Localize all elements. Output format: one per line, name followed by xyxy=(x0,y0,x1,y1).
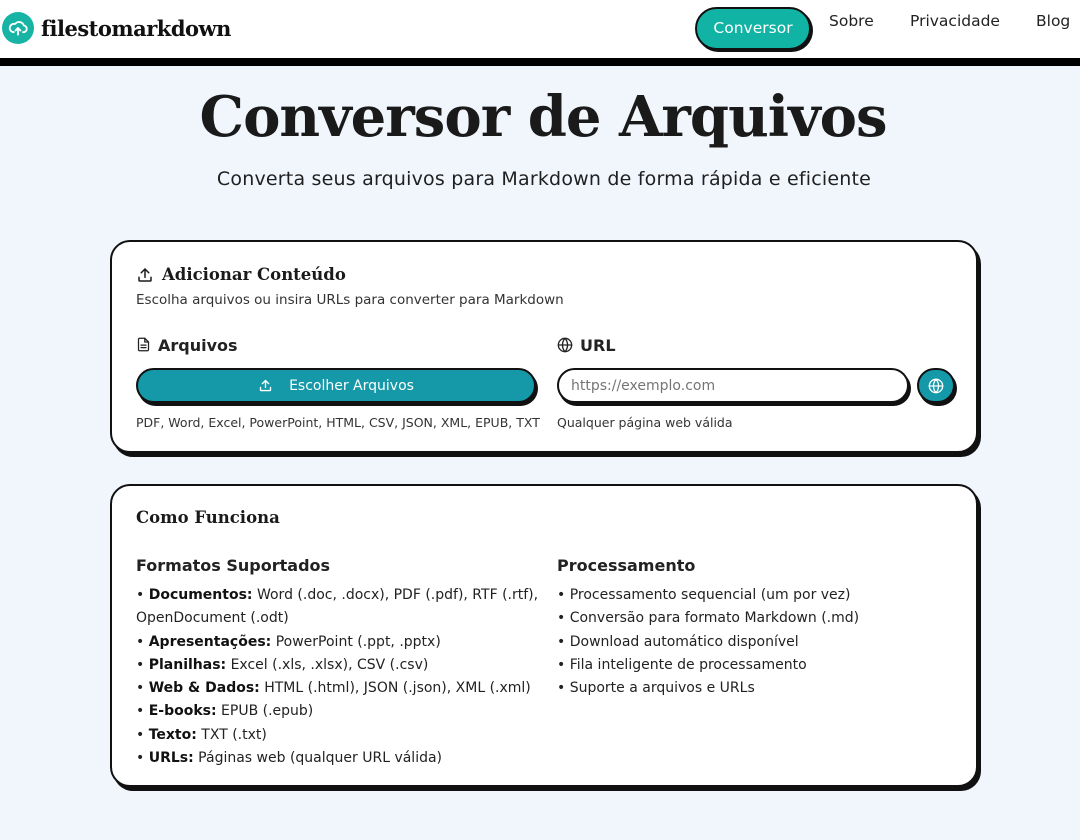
list-item: • E-books: EPUB (.epub) xyxy=(136,703,314,720)
url-hint: Qualquer página web válida xyxy=(557,415,733,430)
add-url-button[interactable] xyxy=(917,368,955,403)
list-item: • Documentos: Word (.doc, .docx), PDF (.pdf), RTF (.rtf), OpenDocument (.odt) xyxy=(136,587,539,627)
choose-files-button[interactable] xyxy=(136,368,536,403)
files-label: Arquivos xyxy=(158,336,238,355)
files-hint: PDF, Word, Excel, PowerPoint, HTML, CSV, JSON, XML, EPUB, TXT xyxy=(136,415,540,430)
globe-icon xyxy=(557,337,573,357)
list-item: • Apresentações: PowerPoint (.ppt, .pptx) xyxy=(136,633,441,650)
upload-icon xyxy=(136,266,154,288)
processing-list xyxy=(557,584,957,700)
main-nav xyxy=(695,6,811,50)
nav-conversor[interactable]: Conversor xyxy=(695,7,811,50)
url-label: URL xyxy=(580,336,616,355)
nav-privacidade[interactable]: Privacidade xyxy=(910,12,1000,30)
brand-name: filestomarkdown xyxy=(41,15,231,41)
header-divider xyxy=(0,58,1080,66)
processing-heading: Processamento xyxy=(557,556,696,575)
page-subtitle: Converta seus arquivos para Markdown de forma rápida e eficiente xyxy=(216,168,872,190)
list-item: • Texto: TXT (.txt) xyxy=(136,726,267,743)
nav-sobre[interactable]: Sobre xyxy=(829,12,874,30)
top-navbar xyxy=(0,0,1080,58)
add-content-card xyxy=(110,240,978,453)
add-content-description: Escolha arquivos ou insira URLs para converter para Markdown xyxy=(136,292,564,308)
list-item: • Processamento sequencial (um por vez) xyxy=(557,587,851,603)
list-item: • URLs: Páginas web (qualquer URL válida) xyxy=(136,750,443,767)
list-item: • Download automático disponível xyxy=(557,633,799,650)
list-item: • Web & Dados: HTML (.html), JSON (.json), XML (.xml) xyxy=(136,680,531,697)
list-item: • Suporte a arquivos e URLs xyxy=(557,680,755,697)
list-item: • Fila inteligente de processamento xyxy=(557,656,807,673)
formats-list xyxy=(136,584,546,770)
file-icon xyxy=(136,337,151,356)
list-item: • Conversão para formato Markdown (.md) xyxy=(557,610,860,627)
nav-blog[interactable]: Blog xyxy=(1036,12,1071,30)
list-item: • Planilhas: Excel (.xls, .xlsx), CSV (.csv) xyxy=(136,656,429,673)
cloud-upload-icon xyxy=(2,12,34,44)
add-content-title: Adicionar Conteúdo xyxy=(162,265,346,284)
page-title: Conversor de Arquivos xyxy=(199,84,887,150)
how-it-works-title: Como Funciona xyxy=(136,508,280,527)
brand-logo[interactable] xyxy=(2,12,231,44)
globe-icon xyxy=(928,378,944,394)
formats-heading: Formatos Suportados xyxy=(136,556,331,575)
url-input[interactable] xyxy=(557,368,909,403)
upload-icon xyxy=(258,378,273,393)
how-it-works-card xyxy=(110,484,978,787)
choose-files-label: Escolher Arquivos xyxy=(289,377,414,394)
